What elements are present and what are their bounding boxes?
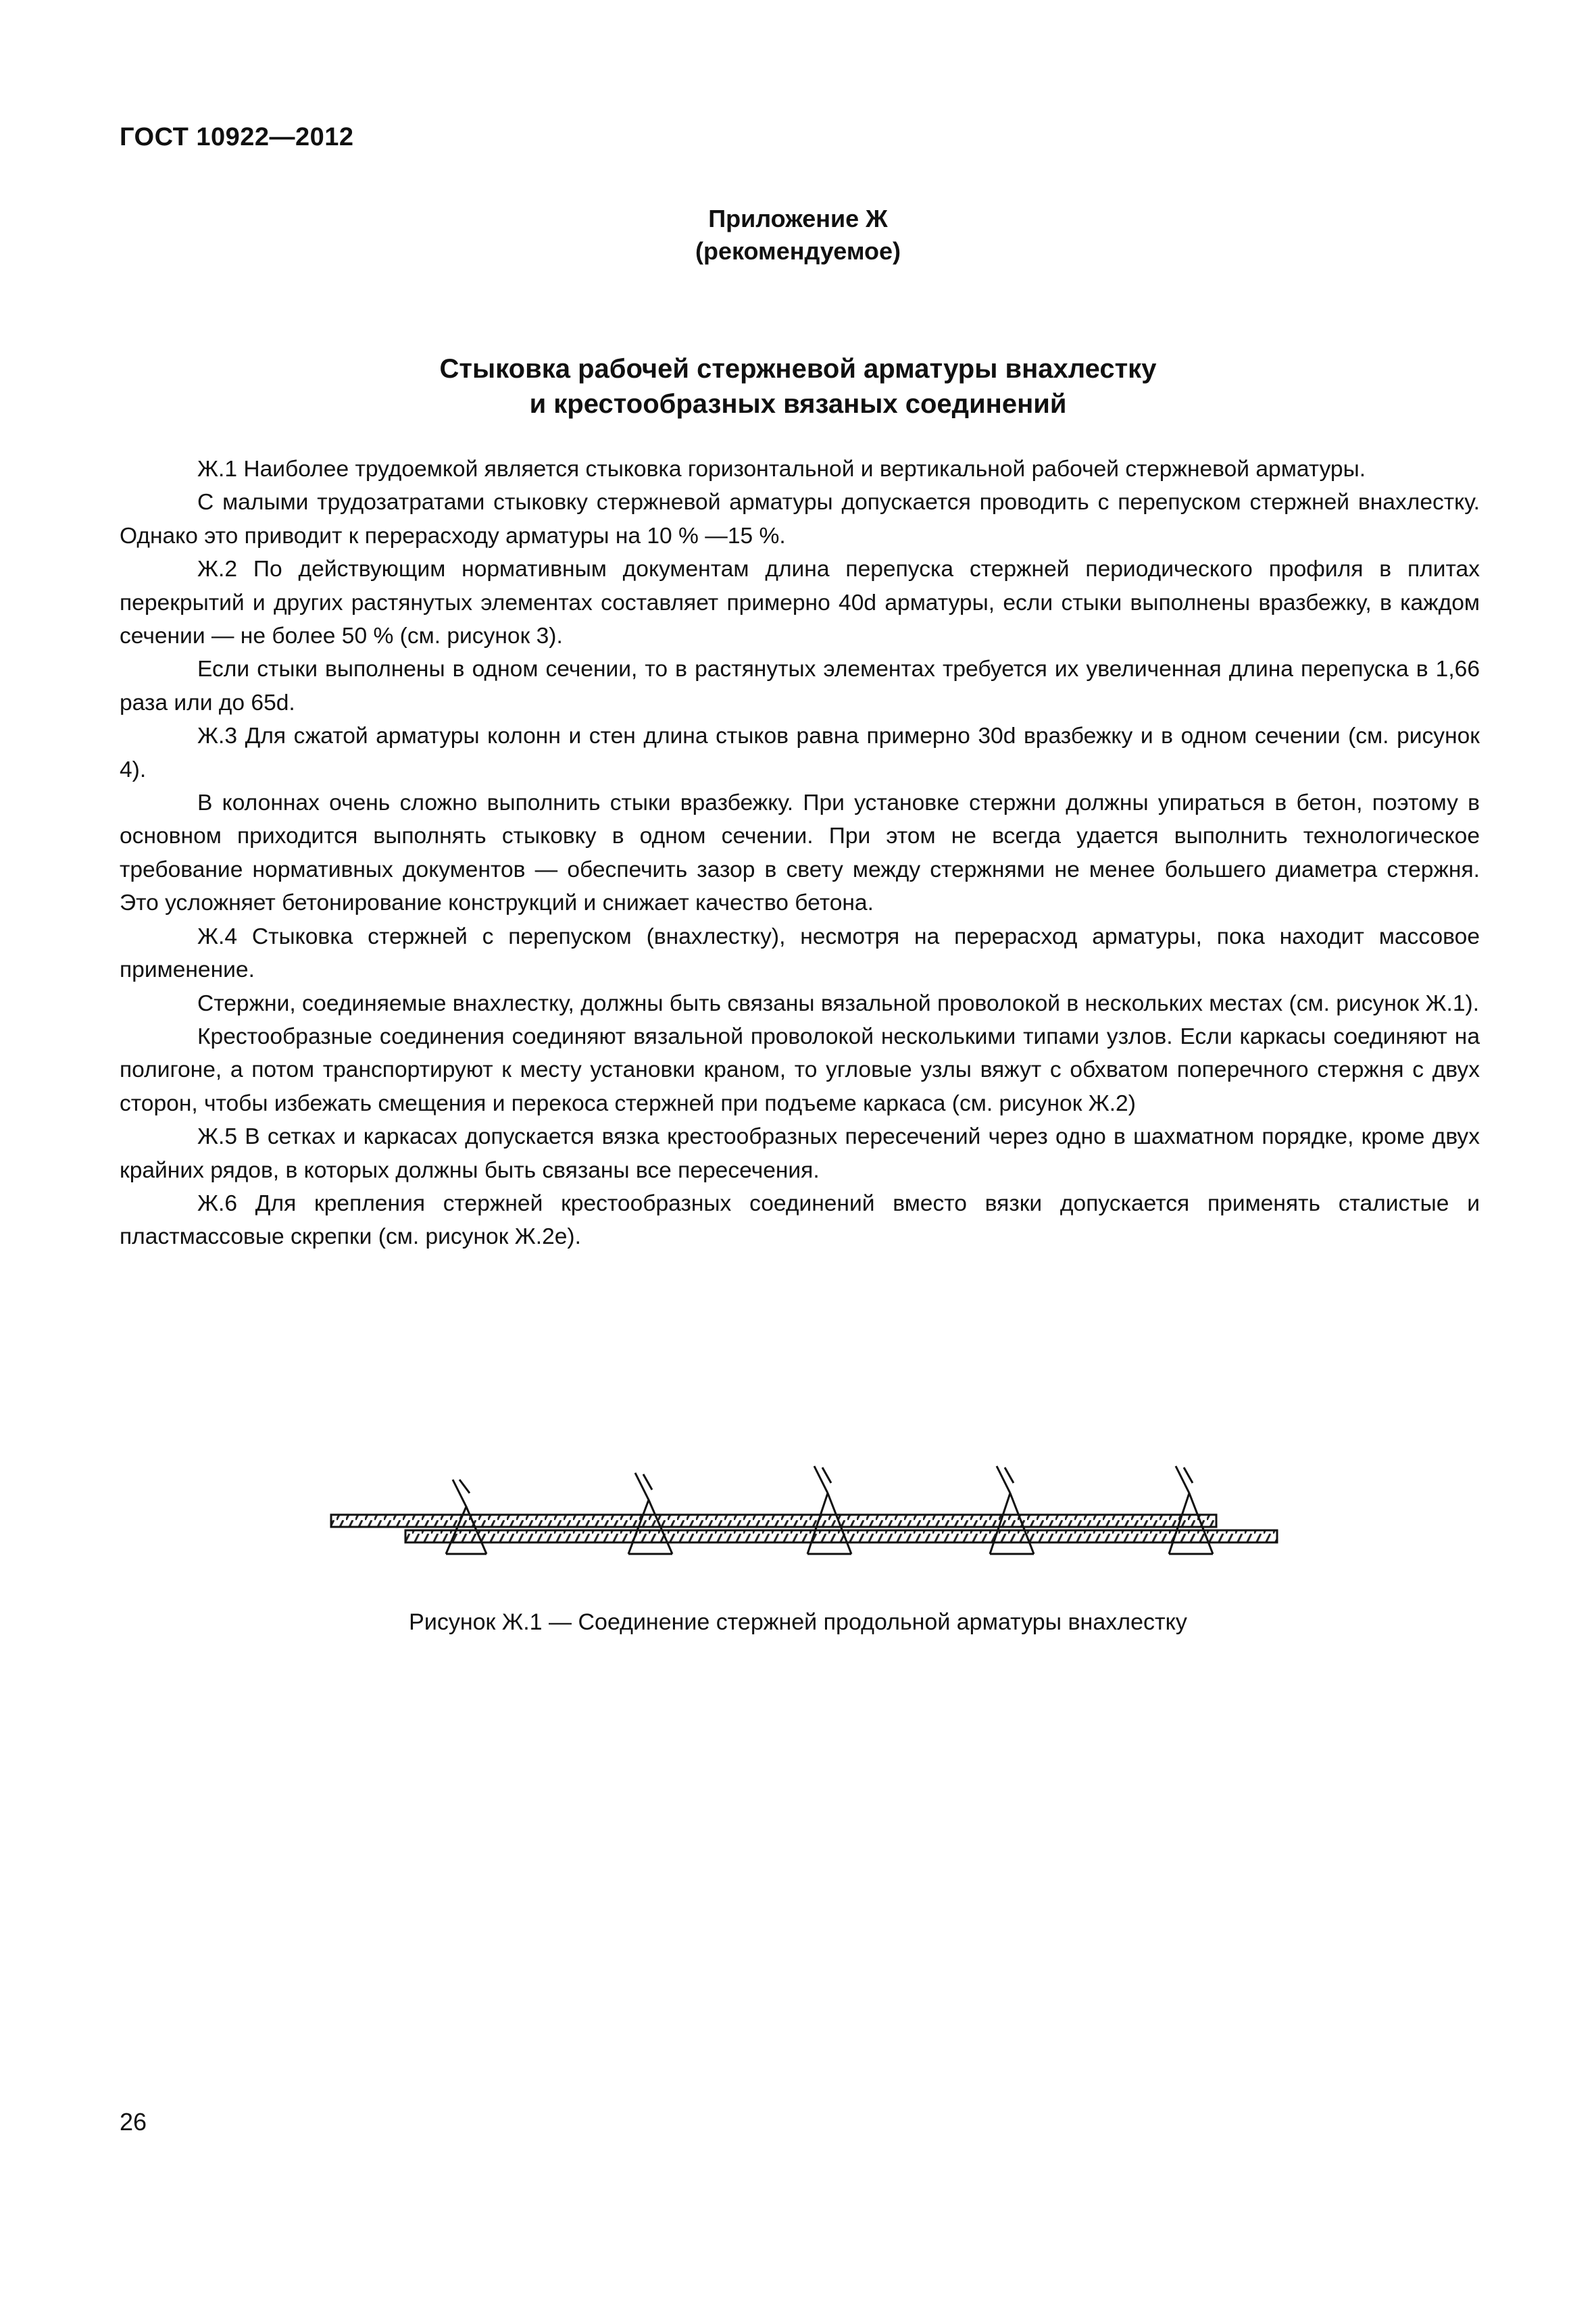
page-number: 26 <box>120 2108 147 2136</box>
figure-lap-splice <box>318 1453 1318 1588</box>
figure-caption: Рисунок Ж.1 — Соединение стержней продольной арматуры внахлестку <box>409 1609 1187 1635</box>
upper-rebar <box>331 1515 1216 1527</box>
appendix-heading <box>0 203 1596 268</box>
paragraph-single-section: Если стыки выполнены в одном сечении, то в растянутых элементах требуется их увеличенная длина перепуска в 1,66 раза или до 65d. <box>120 657 1480 715</box>
paragraph-zh3: Ж.3 Для сжатой арматуры колонн и стен длина стыков равна примерно 30d вразбежку и в одном сечении (см. рисунок 4). <box>120 724 1480 782</box>
paragraph-zh1: Ж.1 Наиболее трудоемкой является стыковка горизонтальной и вертикальной рабочей стержневой арматуры. <box>197 457 1366 482</box>
appendix-title-line-1: Стыковка рабочей стержневой арматуры внахлестку <box>439 354 1157 384</box>
paragraph-zh4: Ж.4 Стыковка стержней с перепуском (внахлестку), несмотря на перерасход арматуры, пока находит массовое применение. <box>120 924 1480 983</box>
paragraph-cross-joints: Крестообразные соединения соединяют вязальной проволокой несколькими типами узлов. Если каркасы соединяют на полигоне, а потом транспортируют к месту установки краном, то угловые узлы вяжут с обхватом поперечного стержня с двух сторон, чтобы избежать смещения и перекоса стержней при подъеме каркаса (см. рисунок Ж.2) <box>120 1024 1480 1116</box>
lap-splice-drawing <box>318 1453 1318 1588</box>
body-text <box>120 453 1480 1254</box>
paragraph-zh5: Ж.5 В сетках и каркасах допускается вязка крестообразных пересечений через одно в шахматном порядке, кроме двух крайних рядов, в которых должны быть связаны все пересечения. <box>120 1124 1480 1183</box>
paragraph-zh6: Ж.6 Для крепления стержней крестообразных соединений вместо вязки допускается применять сталистые и пластмассовые скрепки (см. рисунок Ж.2е). <box>120 1190 1480 1250</box>
lower-rebar <box>405 1530 1277 1542</box>
paragraph-zh2: Ж.2 По действующим нормативным документам длина перепуска стержней периодического профиля в плитах перекрытий и других растянутых элементах составляет примерно 40d арматуры, если стыки выполнены вразбежку, в каждом сечении — не более 50 % (см. рисунок 3). <box>120 557 1480 649</box>
appendix-title <box>0 351 1596 422</box>
standard-code: ГОСТ 10922—2012 <box>120 123 354 151</box>
paragraph-tied-bars: Стержни, соединяемые внахлестку, должны быть связаны вязальной проволокой в нескольких местах (см. рисунок Ж.1). <box>197 990 1480 1016</box>
appendix-status: (рекомендуемое) <box>695 237 901 265</box>
appendix-title-line-2: и крестообразных вязаных соединений <box>529 389 1067 419</box>
paragraph-columns: В колоннах очень сложно выполнить стыки вразбежку. При установке стержни должны упираться в бетон, поэтому в основном приходится выполнять стыковку в одном сечении. При этом не всегда удается выполнить технологическое требование нормативных документов — обеспечить зазор в свету между стержнями не менее большего диаметра стержня. Это усложняет бетонирование конструкций и снижает качество бетона. <box>120 790 1480 916</box>
appendix-label: Приложение Ж <box>708 205 888 232</box>
paragraph-overlap-intro: С малыми трудозатратами стыковку стержневой арматуры допускается проводить с перепуском стержней внахлестку. Однако это приводит к перерасходу арматуры на 10 % —15 %. <box>120 490 1480 549</box>
